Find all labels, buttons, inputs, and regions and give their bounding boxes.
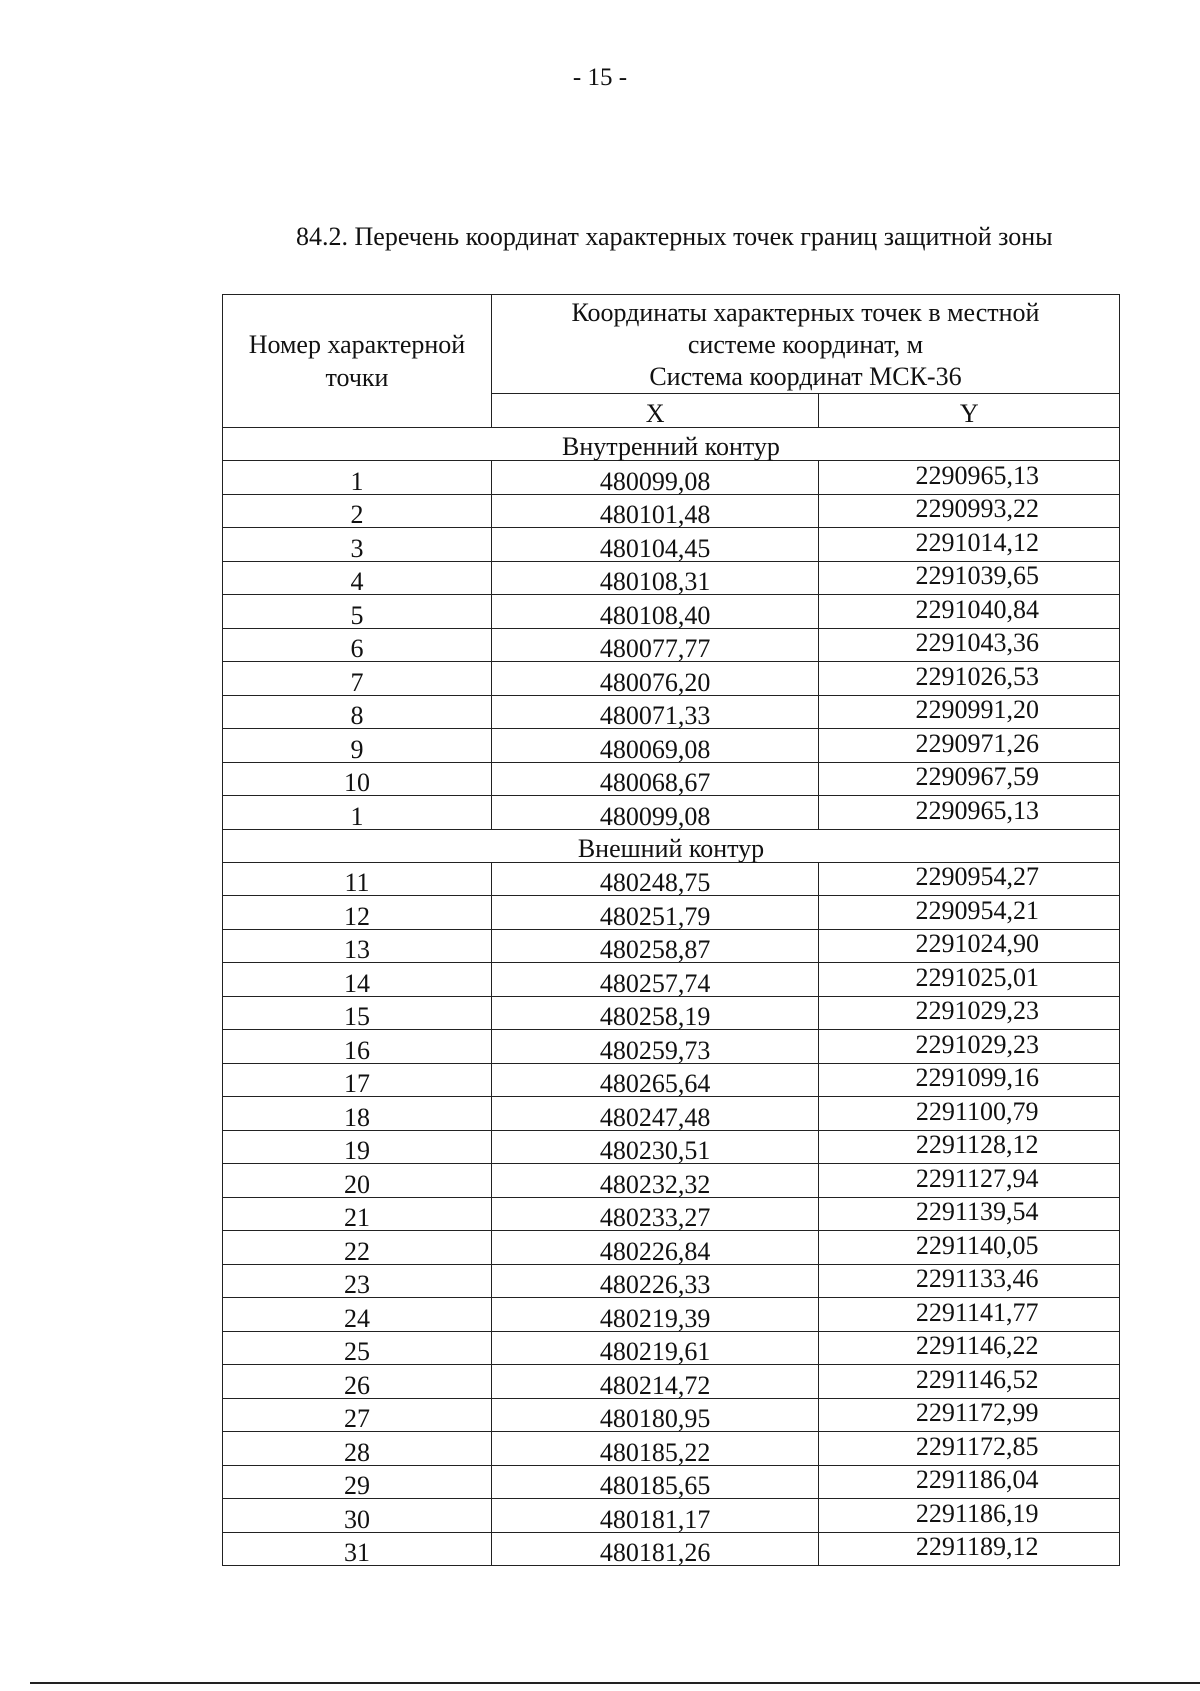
y-coordinate-cell [819, 494, 1120, 528]
table-row [223, 1030, 1120, 1064]
table-row [223, 662, 1120, 696]
y-coordinate-cell [819, 1465, 1120, 1499]
point-number-cell-value: 31 [343, 1538, 370, 1567]
point-number-cell-value: 30 [343, 1504, 370, 1534]
y-coordinate-cell [819, 662, 1120, 696]
table-row [223, 1432, 1120, 1466]
header-x: X [491, 394, 818, 428]
section-row [223, 829, 1120, 862]
x-coordinate-cell-value: 480069,08 [599, 734, 711, 764]
document-title: 84.2. Перечень координат характерных точек границ защитной зоны [296, 222, 1053, 251]
x-coordinate-cell-value: 480247,48 [599, 1102, 711, 1132]
y-coordinate-cell [819, 1197, 1120, 1231]
point-number-cell-value: 24 [343, 1303, 370, 1333]
y-coordinate-cell [819, 796, 1120, 830]
y-coordinate-cell [819, 729, 1120, 763]
coordinates-table-body [223, 295, 1120, 1566]
x-coordinate-cell-value: 480104,45 [599, 533, 711, 563]
point-number-cell-value: 28 [343, 1437, 370, 1467]
table-row [223, 929, 1120, 963]
point-number-cell [223, 1197, 492, 1231]
x-coordinate-cell-value: 480226,33 [599, 1270, 711, 1299]
y-coordinate-cell [819, 1164, 1120, 1198]
point-number-cell-value: 1 [350, 801, 364, 831]
x-coordinate-cell [491, 1499, 818, 1533]
x-coordinate-cell [491, 461, 818, 495]
point-number-cell [223, 996, 492, 1030]
table-row [223, 729, 1120, 763]
y-coordinate-cell-value: 2291024,90 [915, 929, 1039, 958]
y-coordinate-cell [819, 1499, 1120, 1533]
table-row [223, 862, 1120, 896]
y-coordinate-cell-value: 2291026,53 [915, 661, 1039, 691]
point-number-cell-value: 5 [350, 600, 364, 630]
header-point-number [223, 295, 492, 428]
table-header-row [223, 295, 1120, 394]
y-coordinate-cell-value: 2291146,22 [915, 1331, 1039, 1360]
point-number-cell [223, 1231, 492, 1265]
point-number-cell [223, 561, 492, 595]
point-number-cell [223, 1097, 492, 1131]
point-number-cell [223, 1331, 492, 1365]
point-number-cell-value: 2 [350, 500, 364, 529]
x-coordinate-cell-value: 480257,74 [599, 968, 711, 998]
point-number-cell [223, 862, 492, 896]
table-row [223, 1264, 1120, 1298]
point-number-cell-value: 10 [343, 768, 370, 797]
y-coordinate-cell [819, 1264, 1120, 1298]
y-coordinate-cell-value: 2291039,65 [915, 561, 1039, 590]
y-coordinate-cell [819, 996, 1120, 1030]
header-y: Y [819, 394, 1120, 428]
x-coordinate-cell [491, 929, 818, 963]
point-number-cell [223, 1130, 492, 1164]
header-coordinates-line2: системе координат, м [687, 330, 924, 359]
x-coordinate-cell-value: 480101,48 [599, 500, 711, 529]
table-row [223, 1097, 1120, 1131]
point-number-cell-value: 7 [350, 667, 364, 697]
point-number-cell [223, 929, 492, 963]
point-number-cell-value: 19 [343, 1136, 370, 1165]
x-coordinate-cell [491, 762, 818, 796]
y-coordinate-cell [819, 896, 1120, 930]
point-number-cell [223, 695, 492, 729]
x-coordinate-cell-value: 480108,40 [599, 600, 711, 630]
x-coordinate-cell-value: 480248,75 [599, 868, 711, 897]
point-number-cell-value: 25 [343, 1337, 370, 1366]
y-coordinate-cell [819, 528, 1120, 562]
x-coordinate-cell [491, 595, 818, 629]
page-number: - 15 - [572, 64, 628, 91]
y-coordinate-cell-value: 2291025,01 [915, 962, 1039, 992]
point-number-cell [223, 762, 492, 796]
x-coordinate-cell-value: 480214,72 [599, 1370, 711, 1400]
table-row [223, 1164, 1120, 1198]
point-number-cell [223, 1030, 492, 1064]
point-number-cell-value: 13 [343, 935, 370, 964]
x-coordinate-cell [491, 1365, 818, 1399]
table-row [223, 1365, 1120, 1399]
x-coordinate-cell-value: 480181,17 [599, 1504, 711, 1534]
point-number-cell-value: 12 [343, 901, 370, 931]
x-coordinate-cell-value: 480099,08 [599, 466, 711, 496]
point-number-cell [223, 628, 492, 662]
y-coordinate-cell [819, 1532, 1120, 1566]
table-row [223, 762, 1120, 796]
y-coordinate-cell-value: 2291172,99 [915, 1398, 1039, 1427]
x-coordinate-cell-value: 480226,84 [599, 1236, 711, 1266]
point-number-cell [223, 896, 492, 930]
y-coordinate-cell-value: 2291172,85 [915, 1431, 1039, 1461]
table-row [223, 494, 1120, 528]
y-coordinate-cell-value: 2291189,12 [915, 1532, 1039, 1561]
x-coordinate-cell-value: 480181,26 [599, 1538, 711, 1567]
table-row [223, 528, 1120, 562]
x-coordinate-cell [491, 628, 818, 662]
table-row [223, 1130, 1120, 1164]
table-row [223, 1197, 1120, 1231]
point-number-cell-value: 14 [343, 968, 370, 998]
table-row [223, 695, 1120, 729]
point-number-cell-value: 27 [343, 1404, 370, 1433]
x-coordinate-cell-value: 480265,64 [599, 1069, 711, 1098]
point-number-cell-value: 3 [350, 533, 364, 563]
x-coordinate-cell-value: 480077,77 [599, 634, 711, 663]
x-coordinate-cell-value: 480099,08 [599, 801, 711, 831]
point-number-cell-value: 23 [343, 1270, 370, 1299]
y-coordinate-cell [819, 1432, 1120, 1466]
x-coordinate-cell-value: 480258,19 [599, 1002, 711, 1031]
x-coordinate-cell-value: 480185,22 [599, 1437, 711, 1467]
point-number-cell-value: 22 [343, 1236, 370, 1266]
y-coordinate-cell-value: 2291186,04 [915, 1465, 1039, 1494]
y-coordinate-cell [819, 1398, 1120, 1432]
x-coordinate-cell-value: 480071,33 [599, 701, 711, 730]
point-number-cell [223, 1164, 492, 1198]
point-number-cell-value: 29 [343, 1471, 370, 1500]
x-coordinate-cell [491, 1432, 818, 1466]
x-coordinate-cell [491, 1063, 818, 1097]
x-coordinate-cell [491, 1164, 818, 1198]
x-coordinate-cell [491, 963, 818, 997]
table-row [223, 1465, 1120, 1499]
y-coordinate-cell-value: 2291133,46 [915, 1264, 1039, 1293]
x-coordinate-cell [491, 896, 818, 930]
x-coordinate-cell-value: 480219,61 [599, 1337, 711, 1366]
table-row [223, 1398, 1120, 1432]
x-coordinate-cell [491, 1130, 818, 1164]
x-coordinate-cell [491, 1097, 818, 1131]
x-coordinate-cell [491, 528, 818, 562]
y-coordinate-cell [819, 1097, 1120, 1131]
x-coordinate-cell-value: 480076,20 [599, 667, 711, 697]
point-number-cell-value: 17 [343, 1069, 370, 1098]
y-coordinate-cell-value: 2291139,54 [915, 1197, 1039, 1226]
x-coordinate-cell-value: 480068,67 [599, 768, 711, 797]
x-coordinate-cell [491, 1231, 818, 1265]
y-coordinate-cell-value: 2290993,22 [915, 494, 1039, 523]
point-number-cell-value: 16 [343, 1035, 370, 1065]
y-coordinate-cell-value: 2291099,16 [915, 1063, 1039, 1092]
coordinates-table [222, 294, 1120, 1566]
x-coordinate-cell-value: 480108,31 [599, 567, 711, 596]
x-coordinate-cell [491, 1264, 818, 1298]
x-coordinate-cell [491, 1465, 818, 1499]
y-coordinate-cell-value: 2291127,94 [915, 1163, 1039, 1193]
point-number-cell-value: 20 [343, 1169, 370, 1199]
point-number-cell [223, 963, 492, 997]
y-coordinate-cell [819, 695, 1120, 729]
y-coordinate-cell [819, 1030, 1120, 1064]
y-coordinate-cell-value: 2291029,23 [915, 996, 1039, 1025]
y-coordinate-cell [819, 561, 1120, 595]
x-coordinate-cell [491, 1398, 818, 1432]
x-coordinate-cell [491, 996, 818, 1030]
y-coordinate-cell-value: 2291146,52 [915, 1364, 1039, 1394]
x-coordinate-cell-value: 480251,79 [599, 901, 711, 931]
y-coordinate-cell [819, 628, 1120, 662]
x-coordinate-cell [491, 662, 818, 696]
y-coordinate-cell [819, 1331, 1120, 1365]
header-coordinates-line1: Координаты характерных точек в местной [571, 298, 1040, 327]
y-coordinate-cell-value: 2291043,36 [915, 628, 1039, 657]
y-coordinate-cell-value: 2291014,12 [915, 527, 1039, 557]
x-coordinate-cell [491, 862, 818, 896]
x-coordinate-cell-value: 480219,39 [599, 1303, 711, 1333]
header-coordinates [491, 295, 1119, 394]
table-row [223, 1331, 1120, 1365]
point-number-cell [223, 595, 492, 629]
x-coordinate-cell [491, 1298, 818, 1332]
y-coordinate-cell-value: 2290971,26 [915, 728, 1039, 758]
header-point-number-label: Номер характерной точки [248, 330, 466, 392]
y-coordinate-cell-value: 2290991,20 [915, 695, 1039, 724]
point-number-cell-value: 4 [350, 567, 364, 596]
x-coordinate-cell-value: 480180,95 [599, 1404, 711, 1433]
y-coordinate-cell [819, 1063, 1120, 1097]
point-number-cell-value: 21 [343, 1203, 370, 1232]
table-row [223, 1063, 1120, 1097]
x-coordinate-cell [491, 1532, 818, 1566]
x-coordinate-cell-value: 480232,32 [599, 1169, 711, 1199]
y-coordinate-cell-value: 2290967,59 [915, 762, 1039, 791]
point-number-cell [223, 1365, 492, 1399]
point-number-cell-value: 9 [350, 734, 364, 764]
y-coordinate-cell [819, 862, 1120, 896]
x-coordinate-cell [491, 695, 818, 729]
x-coordinate-cell [491, 1030, 818, 1064]
point-number-cell-value: 6 [350, 634, 364, 663]
table-row [223, 561, 1120, 595]
x-coordinate-cell-value: 480259,73 [599, 1035, 711, 1065]
x-coordinate-cell [491, 561, 818, 595]
table-row [223, 461, 1120, 495]
y-coordinate-cell [819, 1231, 1120, 1265]
y-coordinate-cell [819, 1298, 1120, 1332]
point-number-cell-value: 11 [344, 868, 370, 897]
point-number-cell [223, 1063, 492, 1097]
y-coordinate-cell-value: 2291128,12 [915, 1130, 1039, 1159]
y-coordinate-cell [819, 461, 1120, 495]
y-coordinate-cell-value: 2290965,13 [915, 460, 1039, 490]
y-coordinate-cell [819, 1130, 1120, 1164]
y-coordinate-cell [819, 1365, 1120, 1399]
point-number-cell [223, 1398, 492, 1432]
point-number-cell-value: 8 [350, 701, 364, 730]
y-coordinate-cell [819, 595, 1120, 629]
table-row [223, 963, 1120, 997]
y-coordinate-cell-value: 2291100,79 [915, 1096, 1039, 1126]
x-coordinate-cell-value: 480185,65 [599, 1471, 711, 1500]
x-coordinate-cell [491, 494, 818, 528]
section-row [223, 428, 1120, 461]
point-number-cell [223, 1264, 492, 1298]
point-number-cell [223, 729, 492, 763]
y-coordinate-cell-value: 2291140,05 [915, 1230, 1039, 1260]
table-row [223, 1231, 1120, 1265]
point-number-cell-value: 26 [343, 1370, 370, 1400]
x-coordinate-cell [491, 1331, 818, 1365]
table-row [223, 595, 1120, 629]
x-coordinate-cell [491, 796, 818, 830]
header-coordinates-line3: Система координат МСК-36 [649, 362, 962, 391]
point-number-cell [223, 1298, 492, 1332]
y-coordinate-cell-value: 2291040,84 [915, 594, 1039, 624]
point-number-cell-value: 15 [343, 1002, 370, 1031]
table-row [223, 1532, 1120, 1566]
point-number-cell [223, 1532, 492, 1566]
x-coordinate-cell-value: 480233,27 [599, 1203, 711, 1232]
y-coordinate-cell-value: 2290954,21 [915, 895, 1039, 925]
point-number-cell [223, 461, 492, 495]
table-row [223, 1298, 1120, 1332]
point-number-cell [223, 1499, 492, 1533]
table-row [223, 1499, 1120, 1533]
x-coordinate-cell-value: 480230,51 [599, 1136, 711, 1165]
x-coordinate-cell-value: 480258,87 [599, 935, 711, 964]
bottom-rule [30, 1682, 1200, 1684]
point-number-cell [223, 1465, 492, 1499]
y-coordinate-cell-value: 2291029,23 [915, 1029, 1039, 1059]
y-coordinate-cell [819, 929, 1120, 963]
y-coordinate-cell-value: 2290965,13 [915, 795, 1039, 825]
table-row [223, 796, 1120, 830]
point-number-cell-value: 18 [343, 1102, 370, 1132]
point-number-cell [223, 662, 492, 696]
y-coordinate-cell [819, 963, 1120, 997]
section-title: Внешний контур [223, 829, 1120, 862]
section-title: Внутренний контур [223, 428, 1120, 461]
x-coordinate-cell [491, 729, 818, 763]
table-row [223, 896, 1120, 930]
y-coordinate-cell [819, 762, 1120, 796]
point-number-cell-value: 1 [350, 466, 364, 496]
point-number-cell [223, 796, 492, 830]
y-coordinate-cell-value: 2291141,77 [915, 1297, 1039, 1327]
point-number-cell [223, 494, 492, 528]
table-row [223, 996, 1120, 1030]
y-coordinate-cell-value: 2290954,27 [915, 862, 1039, 891]
x-coordinate-cell [491, 1197, 818, 1231]
table-row [223, 628, 1120, 662]
point-number-cell [223, 528, 492, 562]
point-number-cell [223, 1432, 492, 1466]
y-coordinate-cell-value: 2291186,19 [915, 1498, 1039, 1528]
